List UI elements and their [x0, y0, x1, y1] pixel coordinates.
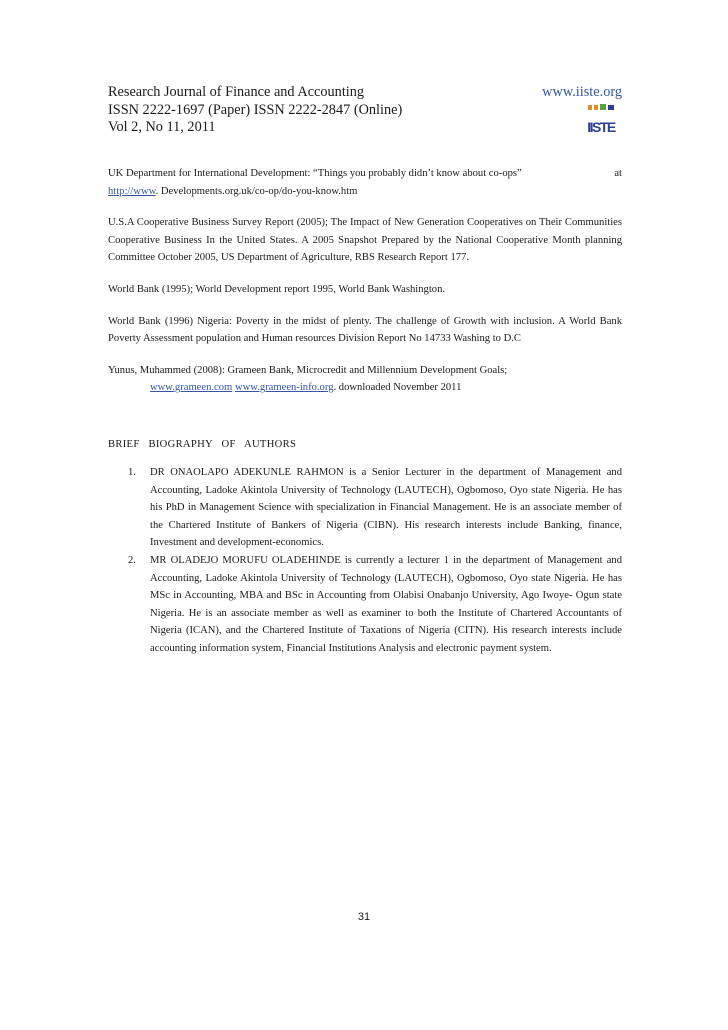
reference-uk-dfid-title: UK Department for International Development: “Things you probably didn’t know about co-ops”	[108, 168, 522, 179]
reference-uk-dfid	[108, 165, 622, 200]
biography-number: 1.	[128, 466, 136, 478]
biography-list	[108, 464, 622, 658]
journal-website-link[interactable]: www.iiste.org	[542, 84, 622, 100]
reference-usa-survey: U.S.A Cooperative Business Survey Report (2005); The Impact of New Generation Cooperatives on Their Communities Cooperative Business In the United States. A 2005 Snapshot Prepared by the National Cooperative Month planning Committee October 2005, US Department of Agriculture, RBS Research Report 177.	[108, 217, 622, 264]
reference-yunus-title: Yunus, Muhammed (2008): Grameen Bank, Microcredit and Millennium Development Goals;	[108, 364, 508, 376]
reference-yunus	[108, 362, 622, 397]
reference-world-bank-1996: World Bank (1996) Nigeria: Poverty in the midst of plenty. The challenge of Growth with inclusion. A World Bank Poverty Assessment population and Human resources Division Report No 14733 Washing to D.C	[108, 315, 622, 345]
journal-header	[108, 84, 622, 140]
biography-heading: BRIEF BIOGRAPHY OF AUTHORS	[108, 438, 297, 450]
biography-text: DR ONAOLAPO ADEKUNLE RAHMON is a Senior Lecturer in the department of Management and Accounting, Ladoke Akintola University of Technology (LAUTECH), Ogbomoso, Oyo state Nigeria. He has his PhD in Management Science with specialization in Financial Management. He is an associate member of the Chartered Institute of Bankers of Nigeria (CIBN). His research interests include Banking, finance, Investment and development-economics.	[150, 466, 622, 549]
page-number: 31	[357, 911, 371, 923]
grameen-link[interactable]: www.grameen.com	[150, 382, 233, 394]
journal-title: Research Journal of Finance and Accounting	[108, 84, 365, 100]
journal-volume: Vol 2, No 11, 2011	[108, 119, 216, 136]
journal-issn: ISSN 2222-1697 (Paper) ISSN 2222-2847 (Online)	[108, 101, 403, 118]
page-content	[108, 84, 622, 657]
reference-yunus-download-note: . downloaded November 2011	[333, 382, 462, 394]
reference-at-word: at	[614, 168, 622, 179]
reference-uk-dfid-url-rest: . Developments.org.uk/co-op/do-you-know.htm	[155, 185, 358, 197]
iiste-logo-icon	[586, 103, 616, 134]
reference-uk-dfid-link[interactable]: http://www	[108, 185, 156, 197]
grameen-info-link[interactable]: www.grameen-info.org	[234, 382, 334, 394]
logo-text: IISTE	[587, 119, 615, 134]
biography-text: MR OLADEJO MORUFU OLADEHINDE is currently a lecturer 1 in the department of Management and Accounting, Ladoke Akintola University of Technology (LAUTECH), Ogbomoso, Oyo state Nigeria. He has MSc in Accounting, MBA and BSc in Accounting from Olabisi Onabanjo University, Ago Iwoye- Ogun state Nigeria. He is an associate member as well as examiner to both the Institute of Chartered Accountants of Nigeria (ICAN), and the Chartered Institute of Taxations of Nigeria (CITN). His research interests include accounting information system, Financial Institutions Analysis and electronic payment system.	[150, 554, 622, 654]
biography-item	[108, 464, 622, 552]
reference-yunus-links	[108, 379, 622, 397]
reference-world-bank-1995: World Bank (1995); World Development report 1995, World Bank Washington.	[108, 283, 446, 295]
biography-number: 2.	[128, 554, 136, 566]
biography-item	[108, 552, 622, 658]
